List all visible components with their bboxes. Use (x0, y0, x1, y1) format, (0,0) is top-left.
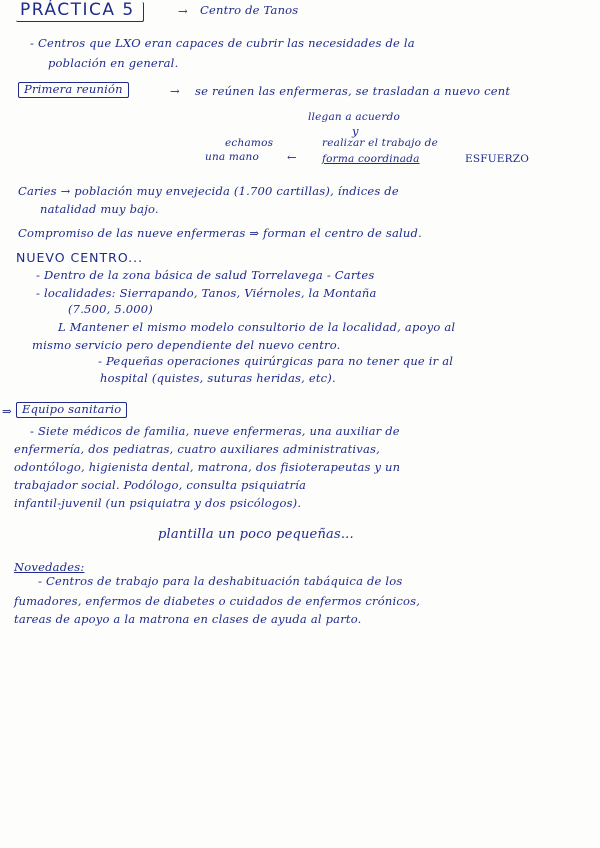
carencias-line-2: natalidad muy bajo. (40, 202, 159, 216)
diagram-una-mano: una mano (205, 151, 260, 163)
nuevo-centro-item-7: hospital (quistes, suturas heridas, etc). (100, 371, 336, 385)
diagram-connector: y (352, 124, 359, 138)
primera-reunion-arrow: → (170, 84, 180, 98)
intro-line-1: - Centros que LXO eran capaces de cubrir las necesidades de la (30, 36, 415, 50)
nuevo-centro-item-5: mismo servicio pero dependiente del nuevo centro. (32, 338, 341, 352)
nuevo-centro-item-6: - Pequeñas operaciones quirúrgicas para no tener que ir al (98, 354, 454, 368)
novedades-line-1: - Centros de trabajo para la deshabituación tabáquica de los (38, 574, 403, 588)
equipo-heading: Equipo sanitario (16, 402, 127, 418)
primera-reunion-label: Primera reunión (18, 82, 129, 98)
novedades-heading: Novedades: (14, 560, 85, 574)
equipo-line-4: trabajador social. Podólogo, consulta psiquiatría (14, 478, 307, 492)
intro-line-2: población en general. (48, 56, 179, 70)
novedades-line-3: tareas de apoyo a la matrona en clases de ayuda al parto. (14, 612, 362, 626)
equipo-line-5: infantil-juvenil (un psiquiatra y dos psicólogos). (14, 496, 302, 510)
novedades-line-2: fumadores, enfermos de diabetes o cuidados de enfermos crónicos, (14, 594, 421, 608)
diagram-forma: forma coordinada (322, 153, 420, 165)
nuevo-centro-item-4: L Mantener el mismo modelo consultorio de la localidad, apoyo al (58, 320, 456, 334)
equipo-line-3: odontólogo, higienista dental, matrona, dos fisioterapeutas y un (14, 460, 401, 474)
diagram-esfuerzo: ESFUERZO (465, 153, 530, 165)
primera-reunion-text: se reúnen las enfermeras, se trasladan a nuevo cent (195, 84, 511, 98)
equipo-note: plantilla un poco pequeñas... (158, 527, 354, 542)
carencias-line-1: Caries → población muy envejecida (1.700 cartillas), índices de (18, 184, 399, 198)
title-arrow: → (178, 4, 188, 18)
nuevo-centro-item-1: - Dentro de la zona básica de salud Torrelavega - Cartes (36, 268, 375, 282)
diagram-back-arrow: ← (287, 150, 297, 164)
diagram-acuerdo: llegan a acuerdo (308, 111, 400, 123)
compromiso-line: Compromiso de las nueve enfermeras ⇒ forman el centro de salud. (18, 226, 422, 240)
diagram-trabajo: realizar el trabajo de (322, 137, 438, 149)
page-subtitle: Centro de Tanos (200, 3, 299, 17)
nuevo-centro-heading: NUEVO CENTRO... (16, 250, 144, 265)
equipo-line-1: - Siete médicos de familia, nueve enfermeras, una auxiliar de (30, 424, 400, 438)
equipo-arrow: ⇒ (2, 404, 12, 418)
nuevo-centro-item-2: - localidades: Sierrapando, Tanos, Viérnoles, la Montaña (36, 286, 377, 300)
equipo-line-2: enfermería, dos pediatras, cuatro auxiliares administrativas, (14, 442, 380, 456)
nuevo-centro-item-3: (7.500, 5.000) (68, 302, 153, 316)
diagram-echamos: echamos (225, 137, 274, 149)
page-title: PRÁCTICA 5 (16, 2, 144, 22)
